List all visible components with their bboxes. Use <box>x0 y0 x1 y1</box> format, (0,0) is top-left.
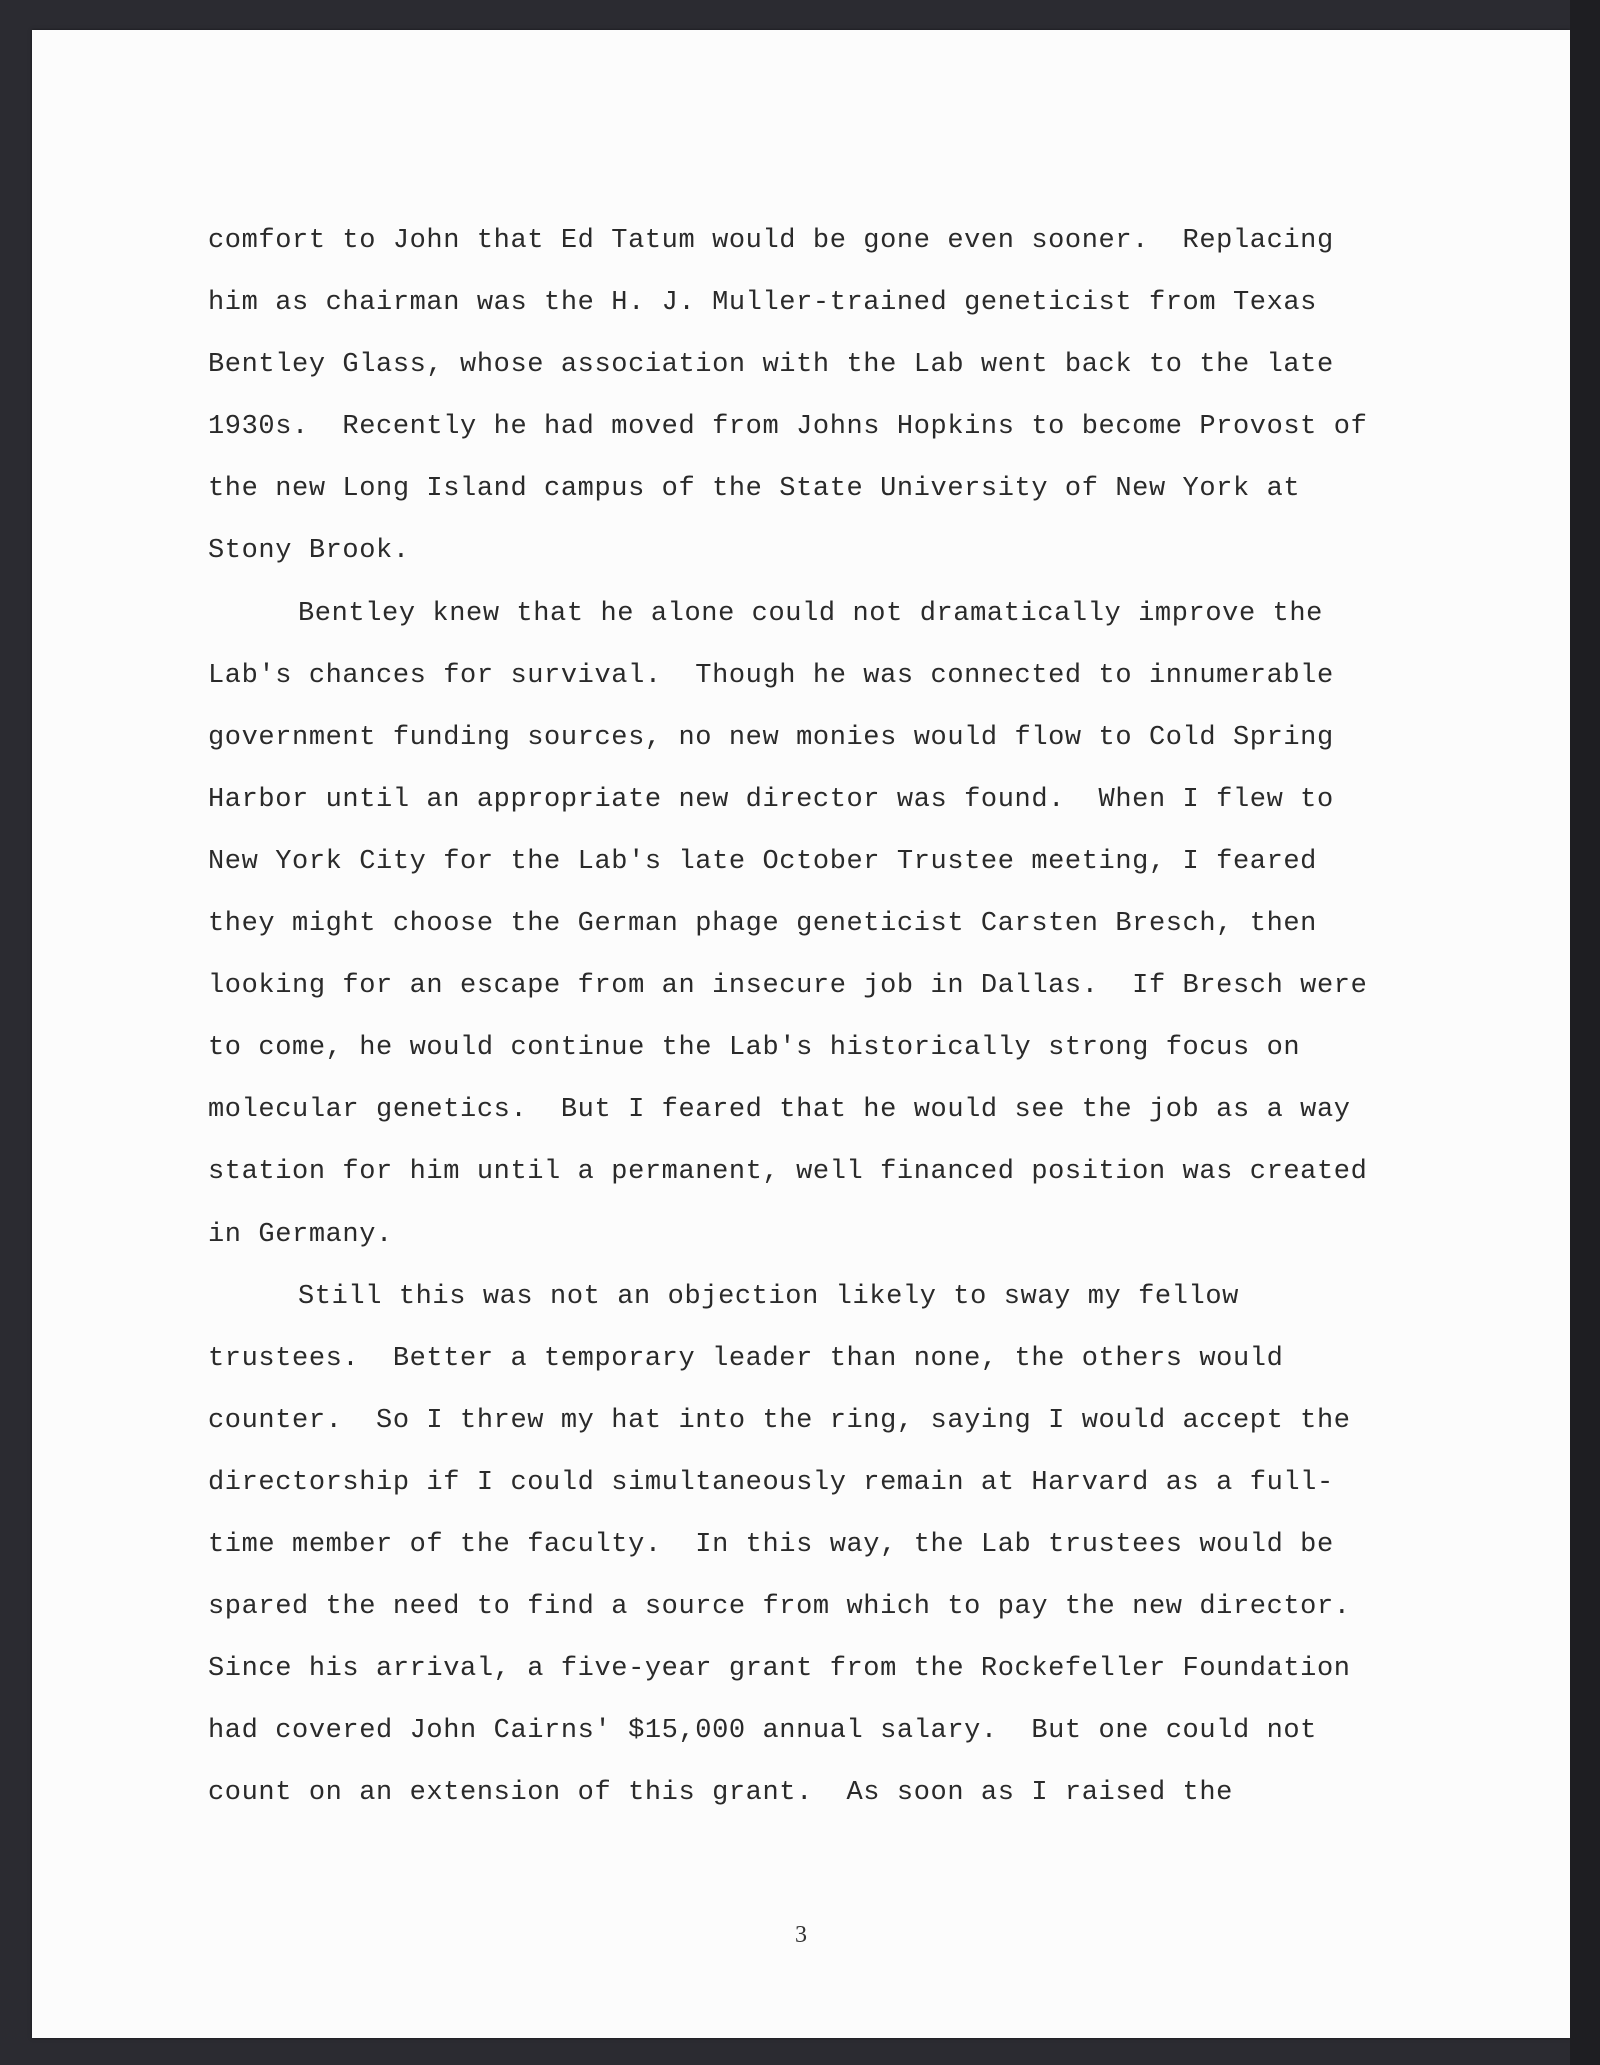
text-line: to come, he would continue the Lab's historically strong focus on <box>208 1033 1301 1064</box>
document-page <box>32 30 1570 2038</box>
text-line: they might choose the German phage geneticist Carsten Bresch, then <box>208 909 1317 940</box>
text-line: looking for an escape from an insecure job in Dallas. If Bresch were <box>208 971 1368 1002</box>
text-line: directorship if I could simultaneously remain at Harvard as a full- <box>208 1467 1334 1498</box>
text-line: Harbor until an appropriate new director was found. When I flew to <box>208 784 1334 815</box>
text-line: the new Long Island campus of the State University of New York at <box>208 474 1301 505</box>
text-line: count on an extension of this grant. As soon as I raised the <box>208 1778 1233 1809</box>
scan-edge <box>1570 0 1600 2065</box>
text-line: 1930s. Recently he had moved from Johns Hopkins to become Provost of <box>208 412 1368 443</box>
body-text <box>208 210 1428 1824</box>
page-number: 3 <box>795 1922 807 1948</box>
text-line: spared the need to find a source from which to pay the new director. <box>208 1592 1351 1623</box>
text-line: Lab's chances for survival. Though he was connected to innumerable <box>208 660 1334 691</box>
text-line: counter. So I threw my hat into the ring, saying I would accept the <box>208 1405 1351 1436</box>
text-line: time member of the faculty. In this way, the Lab trustees would be <box>208 1529 1334 1560</box>
text-line: New York City for the Lab's late October Trustee meeting, I feared <box>208 846 1317 877</box>
text-line: trustees. Better a temporary leader than none, the others would <box>208 1343 1284 1374</box>
text-line: comfort to John that Ed Tatum would be gone even sooner. Replacing <box>208 226 1334 256</box>
text-line: Stony Brook. <box>208 536 410 567</box>
text-line: Since his arrival, a five-year grant from the Rockefeller Foundation <box>208 1654 1351 1685</box>
text-line: had covered John Cairns' $15,000 annual salary. But one could not <box>208 1716 1317 1747</box>
paragraph-start-line: Still this was not an objection likely to sway my fellow <box>298 1281 1239 1312</box>
text-line: Bentley Glass, whose association with the Lab went back to the late <box>208 350 1334 381</box>
text-line: him as chairman was the H. J. Muller-trained geneticist from Texas <box>208 288 1317 319</box>
text-line: station for him until a permanent, well financed position was created <box>208 1157 1368 1188</box>
text-line: in Germany. <box>208 1219 393 1250</box>
paragraph-start-line: Bentley knew that he alone could not dramatically improve the <box>298 598 1323 629</box>
text-line: government funding sources, no new monies would flow to Cold Spring <box>208 722 1334 753</box>
text-line: molecular genetics. But I feared that he would see the job as a way <box>208 1095 1351 1126</box>
